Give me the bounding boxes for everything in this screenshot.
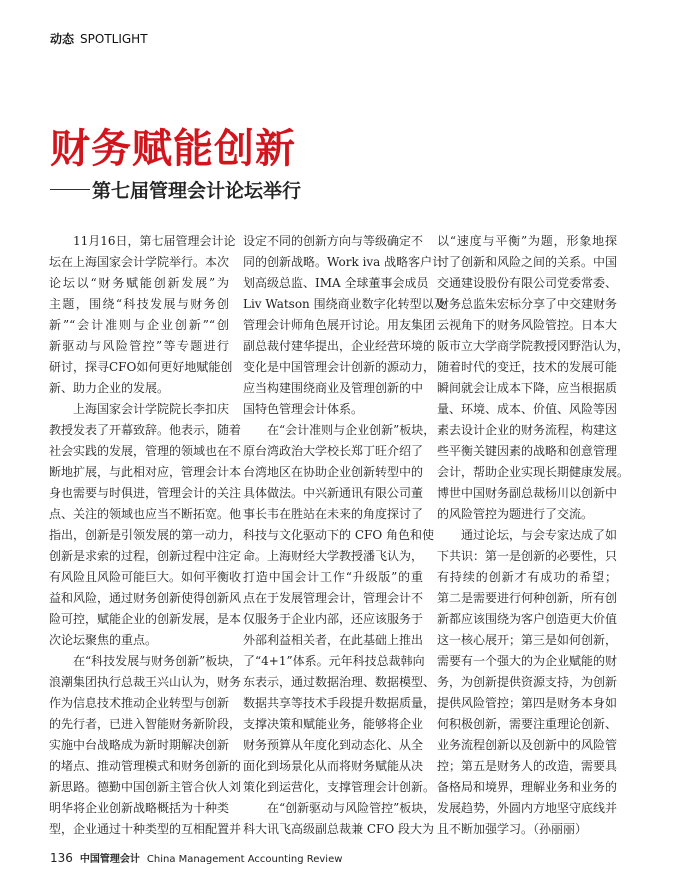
text-line: 创新是求索的过程，创新过程中注定 xyxy=(49,549,242,563)
text-line: 在“创新驱动与风险管控”板块， xyxy=(267,801,436,815)
paragraph xyxy=(437,231,630,525)
text-line: 明华将企业创新战略概括为十种类 xyxy=(49,801,230,815)
text-line: 点在于发展管理会计，管理会计不 xyxy=(243,591,424,605)
text-line: 这一核心展开；第三是如何创新， xyxy=(437,633,618,647)
page-number: 136 xyxy=(50,851,73,865)
text-line: 型，企业通过十种类型的互相配置并 xyxy=(49,822,242,836)
text-line: 了“4+1”体系。元年科技总裁韩向 xyxy=(243,654,425,668)
section-label-en: SPOTLIGHT xyxy=(80,32,148,46)
text-line: 备格局和境界，理解业务和业务的 xyxy=(437,780,618,794)
text-line: 身也需要与时俱进，管理会计的关注 xyxy=(49,486,242,500)
text-line: 量、环境、成本、价值、风险等因 xyxy=(437,402,618,416)
text-line: 有持续的创新才有成功的希望； xyxy=(437,570,617,584)
text-column-3 xyxy=(437,231,630,840)
text-line: 浪潮集团执行总裁王兴山认为，财务 xyxy=(49,675,242,689)
text-line: 管理会计师角色展开讨论。用友集团 xyxy=(243,318,436,332)
text-line: 的堵点、推动管理模式和财务创新的 xyxy=(49,759,242,773)
text-line: 交通建设股份有限公司党委常委、 xyxy=(437,276,618,290)
subtitle-text: 第七届管理会计论坛举行 xyxy=(92,180,302,202)
text-line: 务，为创新提供资源支持，为创新 xyxy=(437,675,618,689)
text-line: 何积极创新，需要注重理论创新、 xyxy=(437,717,618,731)
article-subtitle xyxy=(50,176,301,203)
magazine-name-en: China Management Accounting Review xyxy=(146,854,343,865)
text-line: 业务流程创新以及创新中的风险管 xyxy=(437,738,618,752)
text-line: 原台湾政治大学校长郑丁旺介绍了 xyxy=(243,444,424,458)
section-label-cn: 动态 xyxy=(50,32,75,46)
text-line: 瞬间就会让成本下降，应当根据质 xyxy=(437,381,618,395)
text-line: 支撑决策和赋能业务，能够将企业 xyxy=(243,717,424,731)
text-line: 具体做法。中兴新通讯有限公司董 xyxy=(243,486,424,500)
text-line: 有风险且风险可能巨大。如何平衡收 xyxy=(49,570,242,584)
text-line: 数据共享等技术手段提升数据质量， xyxy=(243,696,436,710)
text-line: 论坛以“财务赋能创新发展”为 xyxy=(49,276,229,290)
paragraph xyxy=(243,231,446,420)
subtitle-dash xyxy=(50,189,90,191)
text-line: 通过论坛，与会专家达成了如 xyxy=(461,528,618,542)
magazine-name-cn: 中国管理会计 xyxy=(79,854,140,865)
text-line: 新都应该围绕为客户创造更大价值 xyxy=(437,612,618,626)
page-footer xyxy=(50,850,342,865)
text-line: 的风险管控为题进行了交流。 xyxy=(437,507,594,521)
text-line: 以“速度与平衡”为题，形象地探 xyxy=(437,234,617,248)
text-line: 新驱动与风险管控”等专题进行 xyxy=(49,339,229,353)
text-line: 作为信息技术推动企业转型与创新 xyxy=(49,696,230,710)
section-header xyxy=(50,30,148,47)
text-line: 打造中国会计工作“升级版”的重 xyxy=(243,570,423,584)
text-line: 外部利益相关者，在此基础上推出 xyxy=(243,633,424,647)
paragraph xyxy=(437,525,617,840)
text-line: 指出，创新是引领发展的第一动力， xyxy=(49,528,242,542)
text-line: 益和风险，通过财务创新使得创新风 xyxy=(49,591,242,605)
text-line: 博世中国财务副总裁杨川以创新中 xyxy=(437,486,618,500)
text-line: 科技与文化驱动下的 CFO 角色和使 xyxy=(243,528,434,542)
paragraph xyxy=(49,231,236,399)
text-line: 国特色管理会计体系。 xyxy=(243,402,364,416)
text-line: 副总裁付建华提出，企业经营环境的 xyxy=(243,339,436,353)
text-line: 社会实践的发展，管理的领域也在不 xyxy=(49,444,242,458)
text-line: 些平衡关键因素的战略和创意管理 xyxy=(437,444,618,458)
text-line: 科大讯飞高级副总裁兼 CFO 段大为 xyxy=(243,822,434,836)
text-line: 云视角下的财务风险管控。日本大 xyxy=(437,318,618,332)
text-line: 讨了创新和风险之间的关系。中国 xyxy=(437,255,618,269)
text-line: 面化到场景化从而将财务赋能从决 xyxy=(243,759,424,773)
text-line: 点、关注的领域也应当不断拓宽。他 xyxy=(49,507,242,521)
text-line: 的先行者，已进入智能财务新阶段， xyxy=(49,717,242,731)
text-line: 策化到运营化，支撑管理会计创新。 xyxy=(243,780,436,794)
text-line: 新思路。德勤中国创新主管合伙人刘 xyxy=(49,780,242,794)
text-line: 坛在上海国家会计学院举行。本次 xyxy=(49,255,230,269)
text-line: 研讨，探寻CFO如何更好地赋能创 xyxy=(49,360,233,374)
text-line: 第二是需要进行何种创新，所有创 xyxy=(437,591,618,605)
text-line: 同的创新战略。Work iva 战略客户计 xyxy=(243,255,445,269)
text-line: 素去设计企业的财务流程，构建这 xyxy=(437,423,618,437)
text-line: Liv Watson 围绕商业数字化转型以及 xyxy=(243,297,446,311)
text-line: 实施中台战略成为新时期解决创新 xyxy=(49,738,230,752)
text-line: 台湾地区在协助企业创新转型中的 xyxy=(243,465,424,479)
text-line: 在“科技发展与财务创新”板块， xyxy=(73,654,242,668)
text-column-2 xyxy=(243,231,446,840)
text-line: 在“会计准则与企业创新”板块， xyxy=(267,423,436,437)
text-line: 设定不同的创新方向与等级确定不 xyxy=(243,234,424,248)
text-line: 次论坛聚焦的重点。 xyxy=(49,633,158,647)
text-line: 险可控，赋能企业的创新发展，是本 xyxy=(49,612,242,626)
paragraph xyxy=(243,798,436,840)
text-line: 阪市立大学商学院教授冈野浩认为， xyxy=(437,339,630,353)
text-line: 新”“会计准则与企业创新”“创 xyxy=(49,318,229,332)
text-line: 会计，帮助企业实现长期健康发展。 xyxy=(437,465,630,479)
paragraph xyxy=(243,420,436,798)
text-line: 主题，围绕“科技发展与财务创 xyxy=(49,297,229,311)
text-line: 提供风险管控；第四是财务本身如 xyxy=(437,696,618,710)
text-column-1 xyxy=(49,231,242,840)
text-line: 需要有一个强大的为企业赋能的财 xyxy=(437,654,618,668)
text-line: 发展趋势，外圆内方地坚守底线并 xyxy=(437,801,618,815)
text-line: 上海国家会计学院院长李扣庆 xyxy=(73,402,230,416)
text-line: 命。上海财经大学教授潘飞认为， xyxy=(243,549,424,563)
text-line: 随着时代的变迁，技术的发展可能 xyxy=(437,360,618,374)
text-line: 教授发表了开幕致辞。他表示，随着 xyxy=(49,423,242,437)
text-line: 财务总监朱宏标分享了中交建财务 xyxy=(437,297,618,311)
text-line: 划高级总监、IMA 全球董事会成员 xyxy=(243,276,429,290)
text-line: 断地扩展，与此相对应，管理会计本 xyxy=(49,465,242,479)
paragraph xyxy=(49,651,242,840)
text-line: 事长韦在胜站在未来的角度探讨了 xyxy=(243,507,424,521)
paragraph xyxy=(49,399,242,651)
article-title: 财务赋能创新 xyxy=(50,126,296,172)
text-line: 控；第五是财务人的改造，需要具 xyxy=(437,759,618,773)
text-line: 应当构建围绕商业及管理创新的中 xyxy=(243,381,424,395)
text-line: 11月16日，第七届管理会计论 xyxy=(73,234,236,248)
text-line: 仅服务于企业内部，还应该服务于 xyxy=(243,612,424,626)
text-line: 财务预算从年度化到动态化、从全 xyxy=(243,738,424,752)
text-line: 变化是中国管理会计创新的源动力， xyxy=(243,360,436,374)
text-line: 且不断加强学习。（孙丽丽） xyxy=(437,822,588,836)
text-line: 新、助力企业的发展。 xyxy=(49,381,170,395)
text-line: 东表示，通过数据治理、数据模型、 xyxy=(243,675,436,689)
text-line: 下共识：第一是创新的必要性，只 xyxy=(437,549,618,563)
